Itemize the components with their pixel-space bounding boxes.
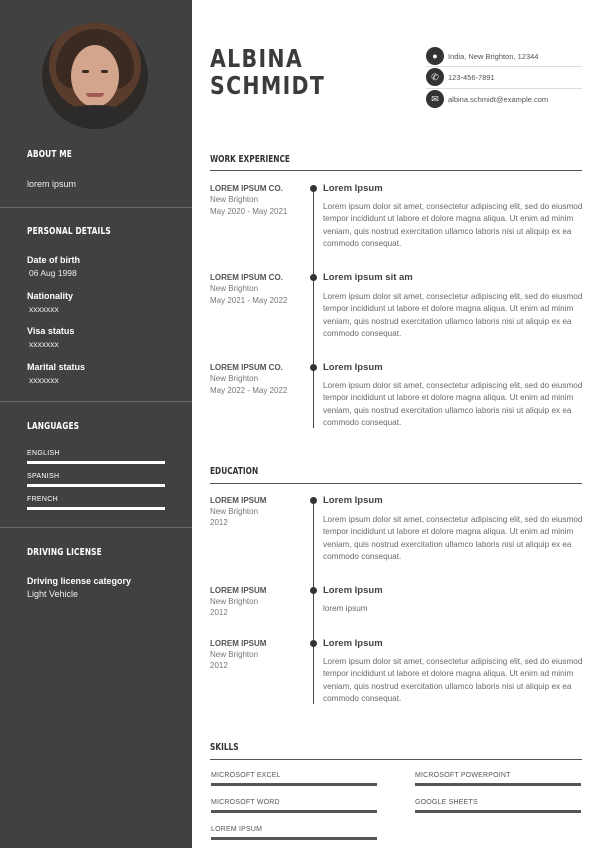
edu-desc: lorem ipsum [323,604,368,613]
work-city: New Brighton [210,374,259,383]
edu-title: Lorem Ipsum [323,585,383,596]
edu-date: 2012 [210,661,228,670]
edu-city: New Brighton [210,507,259,516]
work-title: Lorem Ipsum [323,183,383,194]
timeline-dot [310,640,317,647]
section-rule [210,759,582,760]
edu-desc: Lorem ipsum dolor sit amet, consectetur adipiscing elit, sed do eiusmod tempor incididunt ut labore et dolore magna aliqua. Ut enim ad minim veniam, quis nostrud exercitation ullamco laboris nisi ut aliquip ex ea commodo consequat. [323,657,583,703]
skill-level-bar [211,837,377,840]
section-rule [210,483,582,484]
skill-name: LOREM IPSUM [211,826,263,833]
timeline-dot [310,587,317,594]
profile-photo [42,23,148,129]
timeline-dot [310,274,317,281]
edu-city: New Brighton [210,650,259,659]
languages-heading: LANGUAGES [27,421,80,432]
language-level-bar [27,484,165,487]
driving-value: Light Vehicle [27,589,79,599]
work-org: LOREM IPSUM CO. [210,363,283,372]
language-name: SPANISH [27,473,60,480]
language-level-bar [27,507,165,510]
edu-desc: Lorem ipsum dolor sit amet, consectetur adipiscing elit, sed do eiusmod tempor incididunt ut labore et dolore magna aliqua. Ut enim ad minim veniam, quis nostrud exercitation ullamco laboris nisi ut aliquip ex ea commodo consequat. [323,515,583,561]
nationality-value: xxxxxxx [29,304,59,314]
about-text: lorem ipsum [27,179,77,189]
work-city: New Brighton [210,284,259,293]
about-heading: ABOUT ME [27,149,73,160]
timeline-dot [310,497,317,504]
edu-org: LOREM IPSUM [210,496,267,505]
work-timeline [313,188,314,428]
work-title: Lorem ipsum sit am [323,272,413,283]
contact-phone: 123-456-7891 [448,73,495,82]
divider [0,401,192,402]
edu-org: LOREM IPSUM [210,586,267,595]
nationality-label: Nationality [27,291,74,301]
skill-level-bar [415,783,581,786]
edu-org: LOREM IPSUM [210,639,267,648]
marital-value: xxxxxxx [29,375,59,385]
last-name: SCHMIDT [210,71,326,100]
edu-date: 2012 [210,518,228,527]
work-date: May 2022 - May 2022 [210,386,288,395]
skill-name: MICROSOFT POWERPOINT [415,772,511,779]
skill-name: MICROSOFT EXCEL [211,772,281,779]
work-city: New Brighton [210,195,259,204]
driving-label: Driving license category [27,576,132,586]
language-name: ENGLISH [27,450,60,457]
email-icon: ✉ [426,90,444,108]
skill-level-bar [415,810,581,813]
edu-title: Lorem Ipsum [323,495,383,506]
marital-label: Marital status [27,362,86,372]
work-date: May 2021 - May 2022 [210,296,288,305]
first-name: ALBINA [210,44,304,73]
work-desc: Lorem ipsum dolor sit amet, consectetur adipiscing elit, sed do eiusmod tempor incididunt ut labore et dolore magna aliqua. Ut enim ad minim veniam, quis nostrud exercitation ullamco laboris nisi ut aliquip ex ea commodo consequat. [323,381,583,427]
divider [426,88,582,89]
contact-address: India, New Brighton, 12344 [448,52,539,61]
language-name: FRENCH [27,496,58,503]
divider [0,527,192,528]
skill-name: MICROSOFT WORD [211,799,280,806]
section-rule [210,170,582,171]
dob-value: 06 Aug 1998 [29,268,77,278]
work-desc: Lorem ipsum dolor sit amet, consectetur adipiscing elit, sed do eiusmod tempor incididunt ut labore et dolore magna aliqua. Ut enim ad minim veniam, quis nostrud exercitation ullamco laboris nisi ut aliquip ex ea commodo consequat. [323,292,583,338]
location-pin-icon: ● [426,47,444,65]
edu-city: New Brighton [210,597,259,606]
work-date: May 2020 - May 2021 [210,207,288,216]
divider [0,207,192,208]
timeline-dot [310,364,317,371]
education-timeline [313,500,314,704]
education-heading: EDUCATION [210,466,259,477]
sidebar [0,0,192,848]
personal-heading: PERSONAL DETAILS [27,226,111,237]
phone-icon: ✆ [426,68,444,86]
skill-name: GOOGLE SHEETS [415,799,478,806]
visa-label: Visa status [27,326,75,336]
skills-heading: SKILLS [210,742,239,753]
work-desc: Lorem ipsum dolor sit amet, consectetur adipiscing elit, sed do eiusmod tempor incididunt ut labore et dolore magna aliqua. Ut enim ad minim veniam, quis nostrud exercitation ullamco laboris nisi ut aliquip ex ea commodo consequat. [323,202,583,248]
visa-value: xxxxxxx [29,339,59,349]
divider [426,66,582,67]
driving-heading: DRIVING LICENSE [27,547,102,558]
skill-level-bar [211,783,377,786]
timeline-dot [310,185,317,192]
skill-level-bar [211,810,377,813]
language-level-bar [27,461,165,464]
edu-date: 2012 [210,608,228,617]
contact-email[interactable]: albina.schmidt@example.com [448,95,549,104]
dob-label: Date of birth [27,255,80,265]
work-heading: WORK EXPERIENCE [210,154,290,165]
work-title: Lorem Ipsum [323,362,383,373]
work-org: LOREM IPSUM CO. [210,273,283,282]
edu-title: Lorem Ipsum [323,638,383,649]
work-org: LOREM IPSUM CO. [210,184,283,193]
